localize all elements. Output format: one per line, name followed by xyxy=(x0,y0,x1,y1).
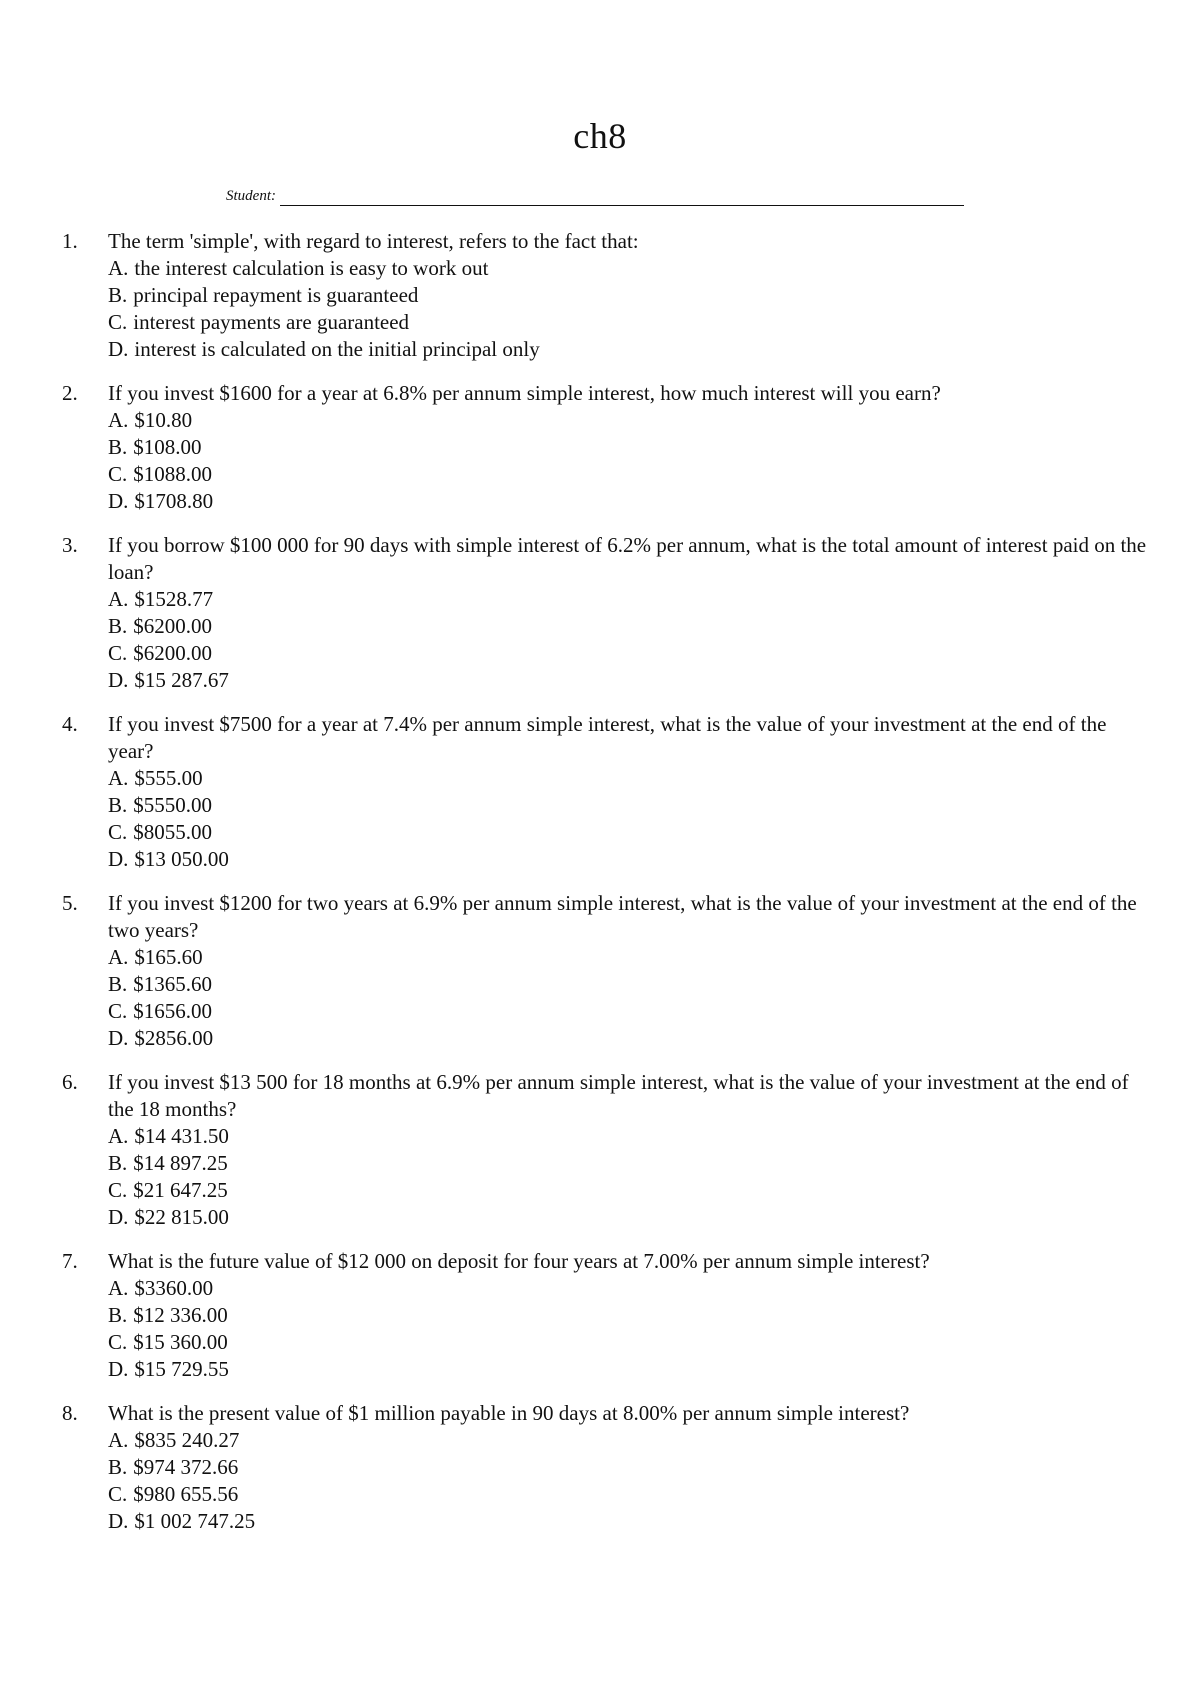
answer-options xyxy=(108,1427,1152,1535)
option-letter: C. xyxy=(108,1330,128,1354)
option-letter: D. xyxy=(108,668,129,692)
question-text: The term 'simple', with regard to interest, refers to the fact that: xyxy=(108,229,639,253)
option-letter: B. xyxy=(108,793,128,817)
answer-options xyxy=(108,1123,1152,1231)
option-letter: A. xyxy=(108,945,129,969)
option-text: $6200.00 xyxy=(133,641,213,665)
question-number: 7. xyxy=(62,1249,78,1273)
option-letter: A. xyxy=(108,408,129,432)
answer-option xyxy=(108,1275,1152,1302)
option-letter: A. xyxy=(108,766,129,790)
answer-option xyxy=(108,1123,1152,1150)
option-text: $5550.00 xyxy=(133,793,213,817)
answer-option xyxy=(108,765,1152,792)
answer-option xyxy=(108,309,1152,336)
option-letter: A. xyxy=(108,1428,129,1452)
option-letter: B. xyxy=(108,283,128,307)
answer-option xyxy=(108,255,1152,282)
question-item xyxy=(62,532,1152,694)
option-text: $6200.00 xyxy=(133,614,213,638)
question-item xyxy=(62,1400,1152,1535)
option-text: interest payments are guaranteed xyxy=(133,310,410,334)
answer-options xyxy=(108,944,1152,1052)
option-text: $21 647.25 xyxy=(133,1178,228,1202)
answer-options xyxy=(108,255,1152,363)
answer-option xyxy=(108,613,1152,640)
answer-option xyxy=(108,1427,1152,1454)
answer-option xyxy=(108,1481,1152,1508)
option-letter: C. xyxy=(108,641,128,665)
answer-option xyxy=(108,819,1152,846)
option-text: $15 287.67 xyxy=(134,668,229,692)
question-item xyxy=(62,228,1152,363)
option-text: $13 050.00 xyxy=(134,847,229,871)
answer-option xyxy=(108,846,1152,873)
question-number: 4. xyxy=(62,712,78,736)
question-text: What is the present value of $1 million payable in 90 days at 8.00% per annum simple interest? xyxy=(108,1401,910,1425)
student-name-line xyxy=(226,186,964,206)
answer-option xyxy=(108,1329,1152,1356)
answer-option xyxy=(108,434,1152,461)
question-text: If you invest $13 500 for 18 months at 6.9% per annum simple interest, what is the value of your investment at the end of the 18 months? xyxy=(108,1070,1129,1121)
answer-option xyxy=(108,640,1152,667)
question-number: 6. xyxy=(62,1070,78,1094)
question-number: 3. xyxy=(62,533,78,557)
answer-options xyxy=(108,407,1152,515)
answer-option xyxy=(108,971,1152,998)
student-name-blank xyxy=(280,191,964,206)
option-text: interest is calculated on the initial principal only xyxy=(134,337,540,361)
question-text: If you borrow $100 000 for 90 days with simple interest of 6.2% per annum, what is the total amount of interest paid on the loan? xyxy=(108,533,1147,584)
option-letter: C. xyxy=(108,310,128,334)
option-text: $3360.00 xyxy=(134,1276,214,1300)
option-letter: B. xyxy=(108,1455,128,1479)
question-item xyxy=(62,1248,1152,1383)
answer-option xyxy=(108,1025,1152,1052)
option-letter: D. xyxy=(108,1357,129,1381)
answer-options xyxy=(108,586,1152,694)
option-text: $14 431.50 xyxy=(134,1124,229,1148)
option-text: $10.80 xyxy=(134,408,193,432)
option-letter: D. xyxy=(108,1509,129,1533)
option-text: $1365.60 xyxy=(133,972,213,996)
option-letter: C. xyxy=(108,999,128,1023)
question-item xyxy=(62,711,1152,873)
answer-option xyxy=(108,792,1152,819)
answer-options xyxy=(108,1275,1152,1383)
question-text: If you invest $1200 for two years at 6.9% per annum simple interest, what is the value of your investment at the end of the two years? xyxy=(108,891,1137,942)
question-text: What is the future value of $12 000 on deposit for four years at 7.00% per annum simple interest? xyxy=(108,1249,930,1273)
answer-option xyxy=(108,1177,1152,1204)
answer-option xyxy=(108,461,1152,488)
option-letter: D. xyxy=(108,1205,129,1229)
student-label: Student: xyxy=(226,188,276,204)
question-number: 2. xyxy=(62,381,78,405)
option-text: $15 360.00 xyxy=(133,1330,228,1354)
option-text: $1088.00 xyxy=(133,462,213,486)
option-letter: C. xyxy=(108,1482,128,1506)
question-list xyxy=(62,228,1152,1552)
answer-option xyxy=(108,336,1152,363)
option-text: $165.60 xyxy=(134,945,203,969)
answer-option xyxy=(108,1204,1152,1231)
option-letter: D. xyxy=(108,337,129,361)
answer-option xyxy=(108,586,1152,613)
option-letter: D. xyxy=(108,847,129,871)
option-text: $2856.00 xyxy=(134,1026,214,1050)
answer-option xyxy=(108,998,1152,1025)
answer-options xyxy=(108,765,1152,873)
option-text: $22 815.00 xyxy=(134,1205,229,1229)
option-letter: C. xyxy=(108,1178,128,1202)
option-text: $974 372.66 xyxy=(133,1455,239,1479)
question-number: 5. xyxy=(62,891,78,915)
answer-option xyxy=(108,1508,1152,1535)
option-text: principal repayment is guaranteed xyxy=(133,283,419,307)
answer-option xyxy=(108,1356,1152,1383)
answer-option xyxy=(108,944,1152,971)
question-item xyxy=(62,380,1152,515)
answer-option xyxy=(108,1150,1152,1177)
option-text: the interest calculation is easy to work out xyxy=(134,256,489,280)
option-letter: D. xyxy=(108,1026,129,1050)
option-letter: B. xyxy=(108,972,128,996)
option-text: $12 336.00 xyxy=(133,1303,228,1327)
option-text: $8055.00 xyxy=(133,820,213,844)
option-letter: C. xyxy=(108,462,128,486)
answer-option xyxy=(108,1302,1152,1329)
option-text: $1528.77 xyxy=(134,587,214,611)
option-text: $108.00 xyxy=(133,435,202,459)
question-text: If you invest $1600 for a year at 6.8% per annum simple interest, how much interest will you earn? xyxy=(108,381,941,405)
question-text: If you invest $7500 for a year at 7.4% per annum simple interest, what is the value of your investment at the end of the year? xyxy=(108,712,1107,763)
option-letter: B. xyxy=(108,435,128,459)
answer-option xyxy=(108,1454,1152,1481)
option-letter: A. xyxy=(108,1276,129,1300)
option-letter: A. xyxy=(108,1124,129,1148)
option-text: $1656.00 xyxy=(133,999,213,1023)
option-letter: A. xyxy=(108,256,129,280)
answer-option xyxy=(108,407,1152,434)
option-text: $1 002 747.25 xyxy=(134,1509,256,1533)
option-letter: A. xyxy=(108,587,129,611)
option-text: $1708.80 xyxy=(134,489,214,513)
question-item xyxy=(62,1069,1152,1231)
answer-option xyxy=(108,667,1152,694)
answer-option xyxy=(108,488,1152,515)
option-text: $15 729.55 xyxy=(134,1357,229,1381)
option-text: $14 897.25 xyxy=(133,1151,228,1175)
question-number: 1. xyxy=(62,229,78,253)
option-letter: B. xyxy=(108,614,128,638)
option-text: $555.00 xyxy=(134,766,203,790)
option-text: $835 240.27 xyxy=(134,1428,240,1452)
option-letter: B. xyxy=(108,1151,128,1175)
answer-option xyxy=(108,282,1152,309)
option-letter: D. xyxy=(108,489,129,513)
page-title: ch8 xyxy=(573,116,627,156)
question-number: 8. xyxy=(62,1401,78,1425)
option-text: $980 655.56 xyxy=(133,1482,239,1506)
option-letter: B. xyxy=(108,1303,128,1327)
question-item xyxy=(62,890,1152,1052)
option-letter: C. xyxy=(108,820,128,844)
